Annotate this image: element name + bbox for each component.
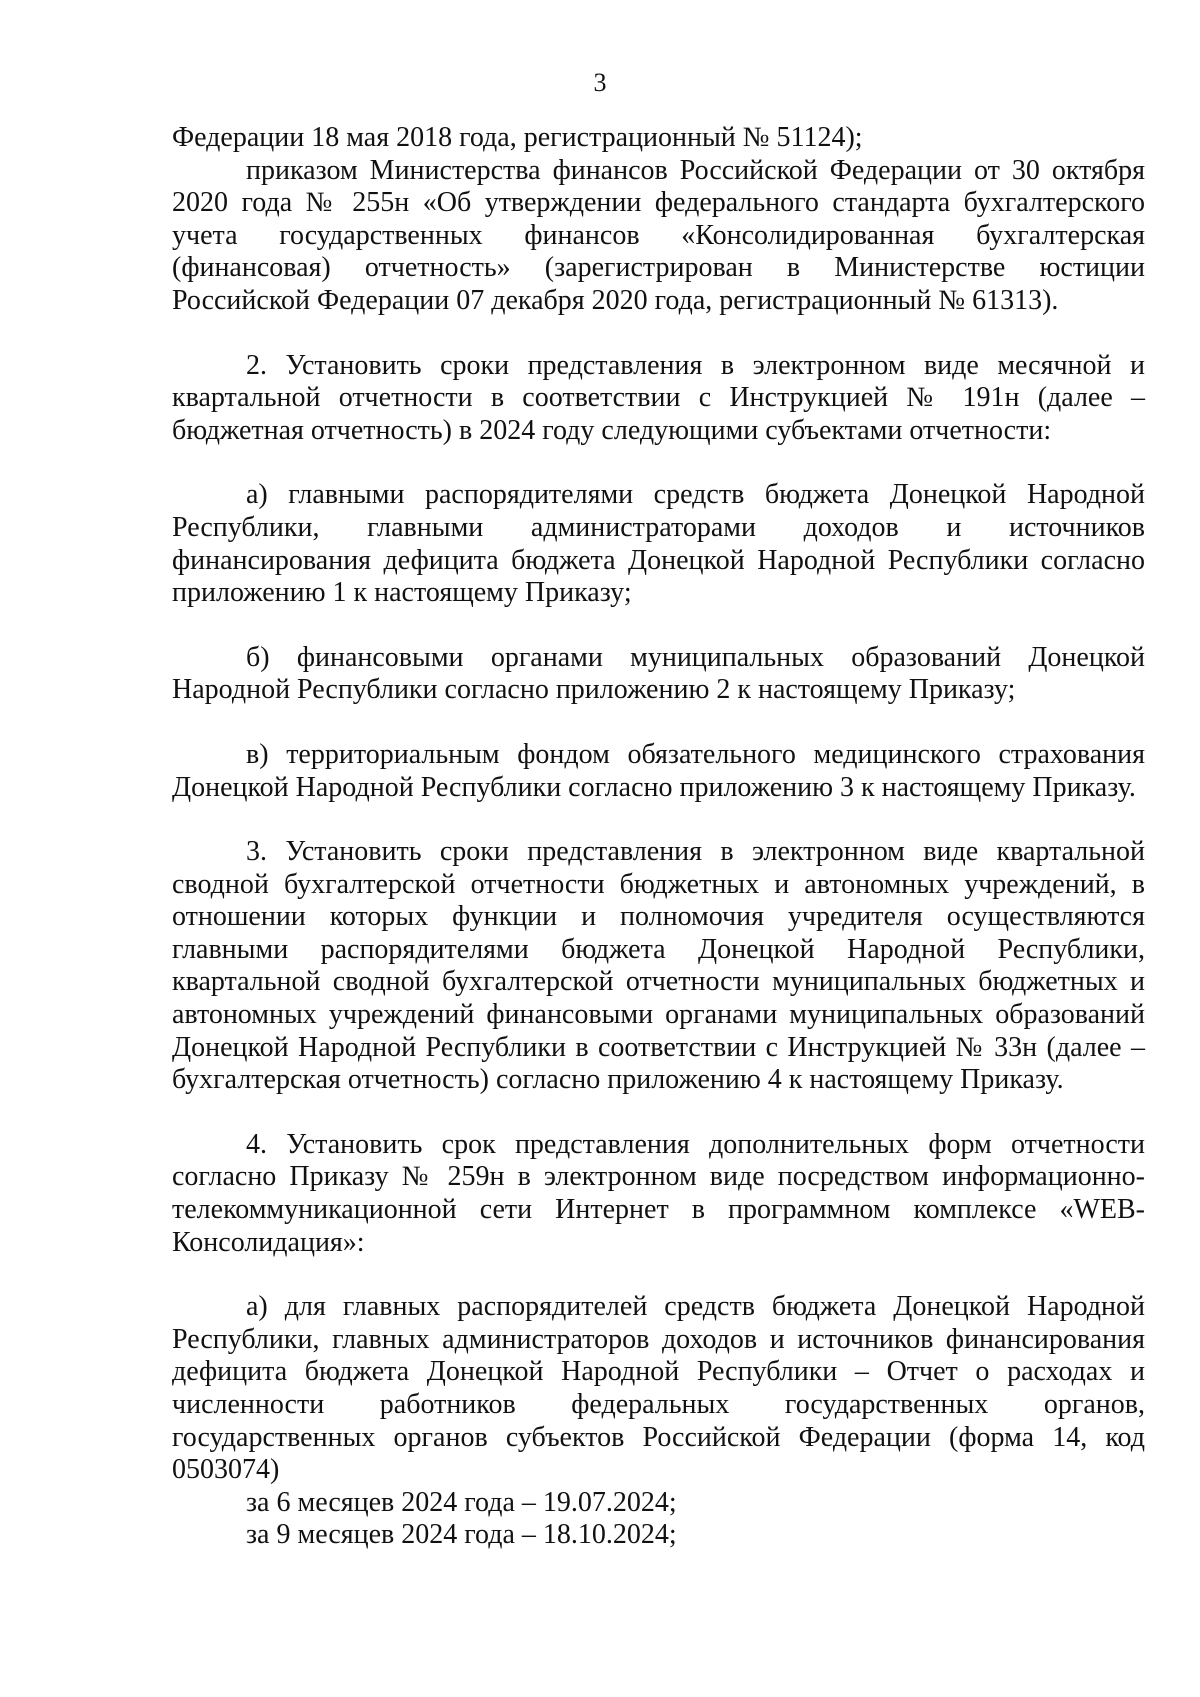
paragraph-continuation: Федерации 18 мая 2018 года, регистрационный № 51124); xyxy=(172,122,863,153)
page-number: 3 xyxy=(593,68,607,97)
deadline-9-months: за 9 месяцев 2024 года – 18.10.2024; xyxy=(246,1519,677,1551)
paragraph-item-3: 3. Установить сроки представления в электронном виде квартальной сводной бухгалтерской отчетности бюджетных и автономных учреждений, в отношении которых функции и полномочия учредителя осуществляются главными распорядителями бюджета Донецкой Народной Республики, квартальной сводной бухгалтерской отчетности муниципальных бюджетных и автономных учреждений финансовыми органами муниципальных образований Донецкой Народной Республики в соответствии с Инструкцией № 33н (далее – бухгалтерская отчетность) согласно приложению 4 к настоящему Приказу. xyxy=(172,836,1145,1096)
paragraph-item-2a: а) главными распорядителями средств бюджета Донецкой Народной Республики, главными администраторами доходов и источников финансирования дефицита бюджета Донецкой Народной Республики согласно приложению 1 к настоящему Приказу; xyxy=(172,479,1145,609)
paragraph-item-4: 4. Установить срок представления дополнительных форм отчетности согласно Приказу № 259н в электронном виде посредством информационно-телекоммуникационной сети Интернет в программном комплексе «WEB-Консолидация»: xyxy=(172,1128,1145,1258)
paragraph-item-2b: б) финансовыми органами муниципальных образований Донецкой Народной Республики согласно приложению 2 к настоящему Приказу; xyxy=(172,641,1145,706)
paragraph-item-2v: в) территориальным фондом обязательного медицинского страхования Донецкой Народной Республики согласно приложению 3 к настоящему Приказу. xyxy=(172,738,1145,803)
paragraph-order-255n: приказом Министерства финансов Российской Федерации от 30 октября 2020 года № 255н «Об утверждении федерального стандарта бухгалтерского учета государственных финансов «Консолидированная бухгалтерская (финансовая) отчетность» (зарегистрирован в Министерстве юстиции Российской Федерации 07 декабря 2020 года, регистрационный № 61313). xyxy=(172,154,1145,316)
deadline-6-months: за 6 месяцев 2024 года – 19.07.2024; xyxy=(246,1486,677,1518)
paragraph-item-2: 2. Установить сроки представления в электронном виде месячной и квартальной отчетности в соответствии с Инструкцией № 191н (далее – бюджетная отчетность) в 2024 году следующими субъектами отчетности: xyxy=(172,349,1145,446)
document-body xyxy=(172,122,1145,1552)
paragraph-item-4a: а) для главных распорядителей средств бюджета Донецкой Народной Республики, главных администраторов доходов и источников финансирования дефицита бюджета Донецкой Народной Республики – Отчет о расходах и численности работников федеральных государственных органов, государственных органов субъектов Российской Федерации (форма 14, код 0503074) xyxy=(172,1291,1145,1486)
